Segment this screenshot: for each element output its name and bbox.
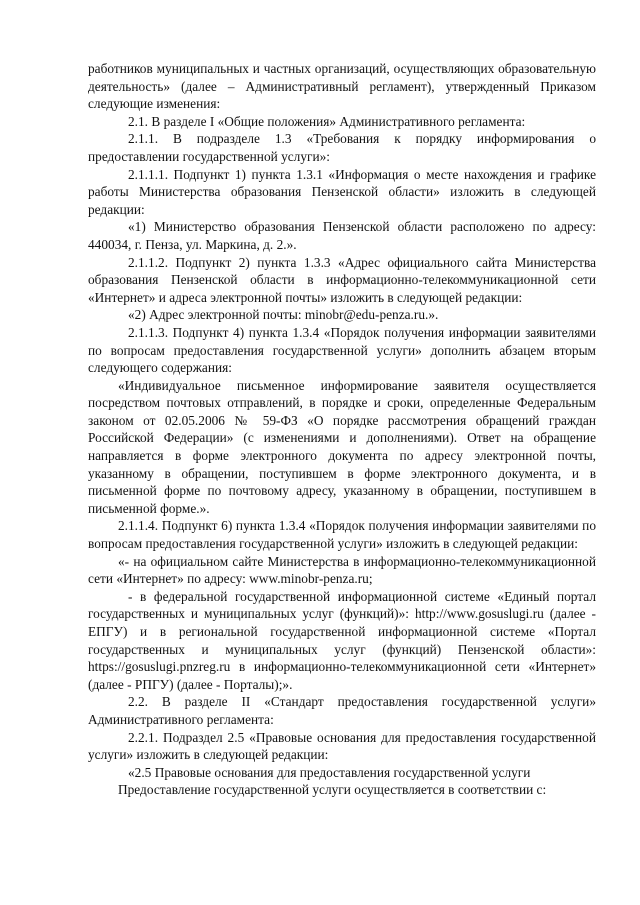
- paragraph-2-1-1-1: 2.1.1.1. Подпункт 1) пункта 1.3.1 «Информация о месте нахождения и графике работы Министерства образования Пензенской области» изложить в следующей редакции:: [88, 166, 596, 217]
- paragraph-2-1-1: 2.1.1. В подразделе 1.3 «Требования к порядку информирования о предоставлении государственной услуги»:: [88, 131, 596, 164]
- paragraph-ministry-address: «1) Министерство образования Пензенской области расположено по адресу: 440034, г. Пенза, ул. Маркина, д. 2.».: [88, 219, 596, 252]
- paragraph-2-1-1-2: 2.1.1.2. Подпункт 2) пункта 1.3.3 «Адрес официального сайта Министерства образования Пензенской области в информационно-телекоммуникационной сети «Интернет» и адреса электронной почты» изложить в следующей редакции:: [88, 254, 596, 305]
- paragraph-2-1-1-3: 2.1.1.3. Подпункт 4) пункта 1.3.4 «Порядок получения информации заявителями по вопросам предоставления государственной услуги» дополнить абзацем вторым следующего содержания:: [88, 324, 596, 376]
- document-page: [88, 60, 596, 799]
- paragraph-email-address: «2) Адрес электронной почты: minobr@edu-penza.ru.».: [128, 307, 439, 323]
- paragraph-2-2: 2.2. В разделе II «Стандарт предоставления государственной услуги» Административного регламента:: [88, 694, 596, 727]
- paragraph-2-5-heading: «2.5 Правовые основания для предоставления государственной услуги: [128, 764, 531, 780]
- paragraph-2-2-1: 2.2.1. Подраздел 2.5 «Правовые основания для предоставления государственной услуги» изложить в следующей редакции:: [88, 729, 596, 763]
- paragraph-2-1-1-4: 2.1.1.4. Подпункт 6) пункта 1.3.4 «Порядок получения информации заявителями по вопросам предоставления государственной услуги» изложить в следующей редакции:: [88, 518, 596, 552]
- paragraph-2-1: 2.1. В разделе I «Общие положения» Административного регламента:: [128, 113, 526, 129]
- paragraph-official-site-item: «- на официальном сайте Министерства в информационно-телекоммуникационной сети «Интернет» по адресу: www.minobr-penza.ru;: [88, 553, 596, 587]
- paragraph-legal-basis-start: Предоставление государственной услуги осуществляется в соответствии с:: [118, 782, 547, 798]
- paragraph-intro-continuation: работников муниципальных и частных организаций, осуществляющих образовательную деятельность» (далее – Административный регламент), утвержденный Приказом следующие изменения:: [88, 61, 596, 112]
- paragraph-portals-item: - в федеральной государственной информационной системе «Единый портал государственных и муниципальных услуг (функций)»: http://www.gosuslugi.ru (далее - ЕПГУ) и в региональной государственной информационной системе «Портал государственных и муниципальных услуг (функций) Пензенской области»: https://gosuslugi.pnzreg.ru в информационно-телекоммуникационной сети «Интернет» (далее - РПГУ) (далее - Порталы);».: [88, 588, 596, 692]
- paragraph-individual-informing: «Индивидуальное письменное информирование заявителя осуществляется посредством почтовых отправлений, в порядке и сроки, определенные Федеральным законом от 02.05.2006 № 59-ФЗ «О порядке рассмотрения обращений граждан Российской Федерации» (с изменениями и дополнениями). Ответ на обращение направляется в форме электронного документа по адресу электронной почты, указанному в обращении, поступившем в форме электронного документа, и в письменной форме по почтовому адресу, указанному в обращении, поступившем в письменной форме.».: [88, 377, 596, 516]
